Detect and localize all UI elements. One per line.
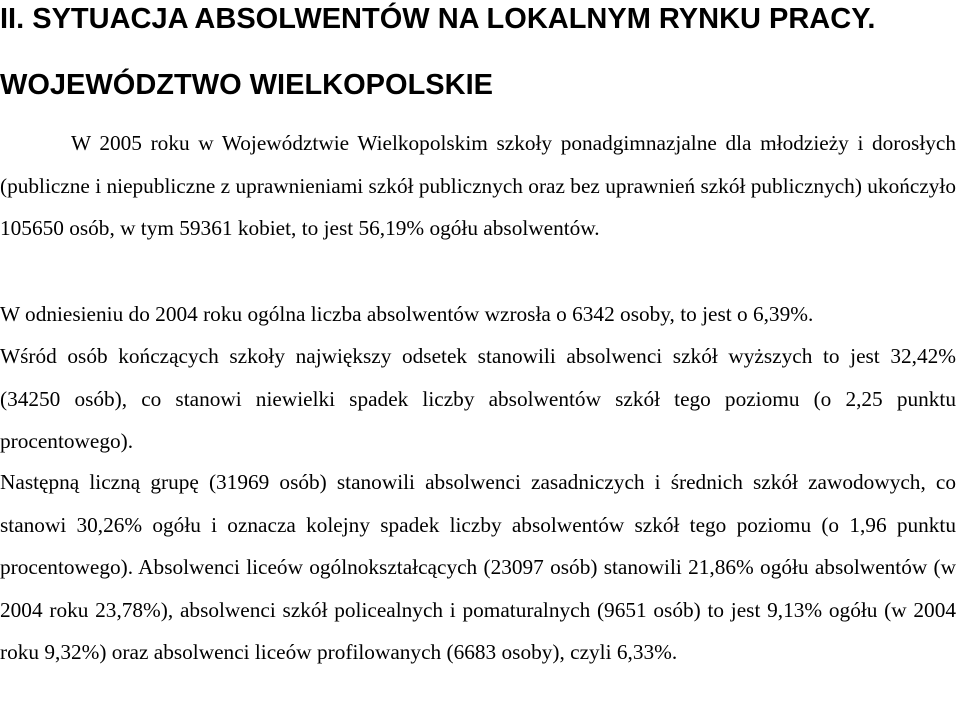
section-title: II. SYTUACJA ABSOLWENTÓW NA LOKALNYM RYNKU PRACY. <box>0 3 876 35</box>
region-subtitle: WOJEWÓDZTWO WIELKOPOLSKIE <box>0 69 493 101</box>
paragraph-graduates-total: W 2005 roku w Województwie Wielkopolskim szkoły ponadgimnazjalne dla młodzieży i dorosłych (publiczne i niepubliczne z uprawnieniami szkół publicznych oraz bez uprawnień szkół publicznych) ukończyło 105650 osób, w tym 59361 kobiet, to jest 56,19% ogółu absolwentów. <box>0 131 956 240</box>
paragraph-higher-education: Wśród osób kończących szkoły największy odsetek stanowili absolwenci szkół wyższych to jest 32,42% (34250 osób), co stanowi niewielki spadek liczby absolwentów szkół tego poziomu (o 2,25 punktu procentowego). <box>0 344 956 453</box>
paragraph-change-vs-2004: W odniesieniu do 2004 roku ogólna liczba absolwentów wzrosła o 6342 osoby, to jest o 6,39%. <box>0 302 814 326</box>
paragraph-other-school-types: Następną liczną grupę (31969 osób) stanowili absolwenci zasadniczych i średnich szkół zawodowych, co stanowi 30,26% ogółu i oznacza kolejny spadek liczby absolwentów szkół tego poziomu (o 1,96 punktu procentowego). Absolwenci liceów ogólnokształcących (23097 osób) stanowili 21,86% ogółu absolwentów (w 2004 roku 23,78%), absolwenci szkół policealnych i pomaturalnych (9651 osób) to jest 9,13% ogółu (w 2004 roku 9,32%) oraz absolwenci liceów profilowanych (6683 osoby), czyli 6,33%. <box>0 470 956 664</box>
